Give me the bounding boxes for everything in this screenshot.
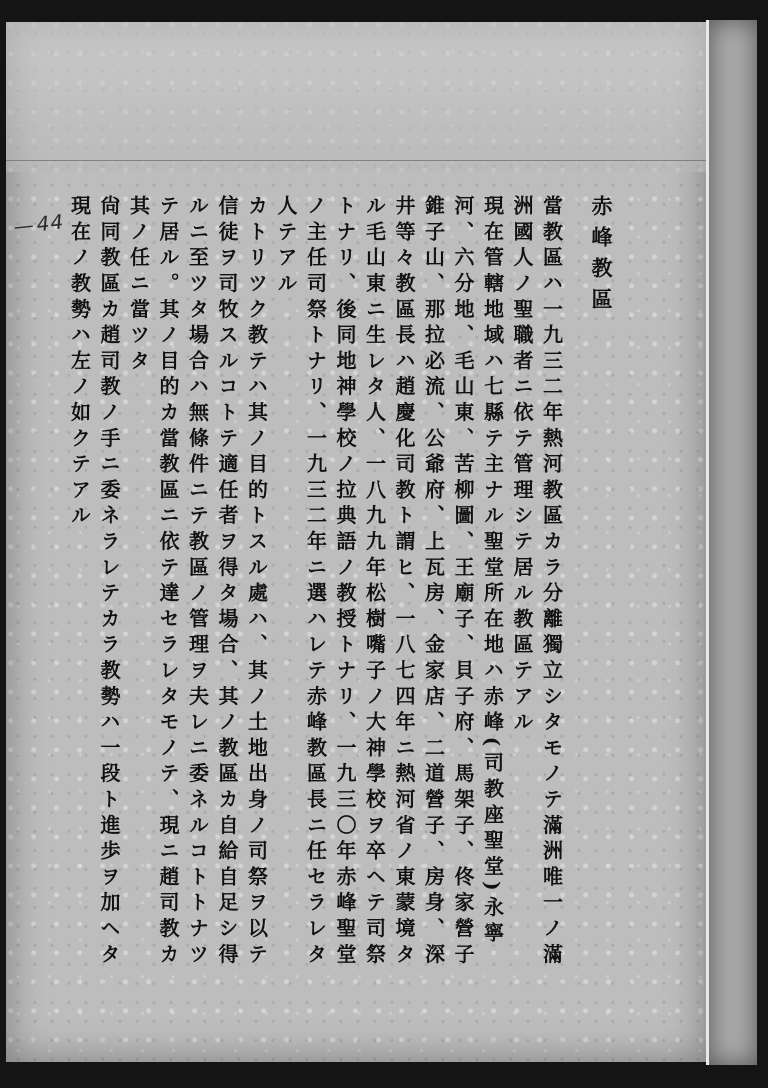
- vertical-text-body: [67, 195, 616, 1025]
- text-line-2: 洲國人ノ聖職者ニ依テ管理シテ居ル教區テアル: [510, 195, 534, 737]
- text-line-6: 井等々教區長ハ趙慶化司教ト謂ヒ、一八七四年ニ熱河省ノ東蒙境タ: [392, 195, 416, 969]
- text-line-13: ルニ至ツタ場合ハ無條件ニテ教區ノ管理ヲ夫レニ委ネルコトトナツ: [185, 195, 210, 969]
- text-line-10: 人テアル: [274, 195, 298, 299]
- text-line-9: ノ主任司祭トナリ、一九三二年ニ選ハレテ赤峰教區長ニ任セラレタ: [303, 195, 328, 969]
- text-line-1: 當教區ハ一九三二年熱河教區カラ分離獨立シタモノテ滿洲唯一ノ滿: [539, 195, 564, 969]
- text-line-8: トナリ、後同地神學校ノ拉典語ノ教授トナリ、一九三〇年赤峰聖堂: [333, 195, 357, 969]
- page-right-edge: [706, 20, 757, 1065]
- text-line-3: 現在管轄地域ハ七縣テ主ナル聖堂所在地ハ赤峰(司教座聖堂)永寧: [480, 195, 505, 948]
- section-heading: 赤峰教區: [589, 195, 614, 319]
- text-line-16: 尙同教區カ趙司教ノ手ニ委ネラレテカラ教勢ハ一段ト進歩ヲ加ヘタ: [97, 195, 121, 969]
- page-fold-line: [6, 160, 706, 161]
- text-line-11: カトリツク教テハ其ノ目的トスル處ハ、其ノ土地出身ノ司祭ヲ以テ: [244, 195, 269, 969]
- page-number: — 44: [13, 209, 66, 244]
- text-line-7: ル毛山東ニ生レタ人、一八九九年松樹嘴子ノ大神學校ヲ卒ヘテ司祭: [362, 195, 387, 969]
- page-top-shade: [6, 22, 706, 172]
- text-line-15: 其ノ任ニ當ツタ: [126, 195, 151, 376]
- text-line-4: 河、六分地、毛山東、苦柳圖、王廟子、貝子府、馬架子、佟家營子: [451, 195, 475, 969]
- text-line-12: 信徒ヲ司牧スルコトテ適任者ヲ得タ場合、其ノ教區カ自給自足シ得: [215, 195, 239, 969]
- text-line-5: 錐子山、那拉必流、公爺府、上瓦房、金家店、二道營子、房身、深: [421, 195, 446, 969]
- text-line-17: 現在ノ教勢ハ左ノ如クテアル: [67, 195, 92, 531]
- text-line-14: テ居ル。其ノ目的カ當教區ニ依テ達セラレタモノテ、現ニ趙司教カ: [156, 195, 180, 969]
